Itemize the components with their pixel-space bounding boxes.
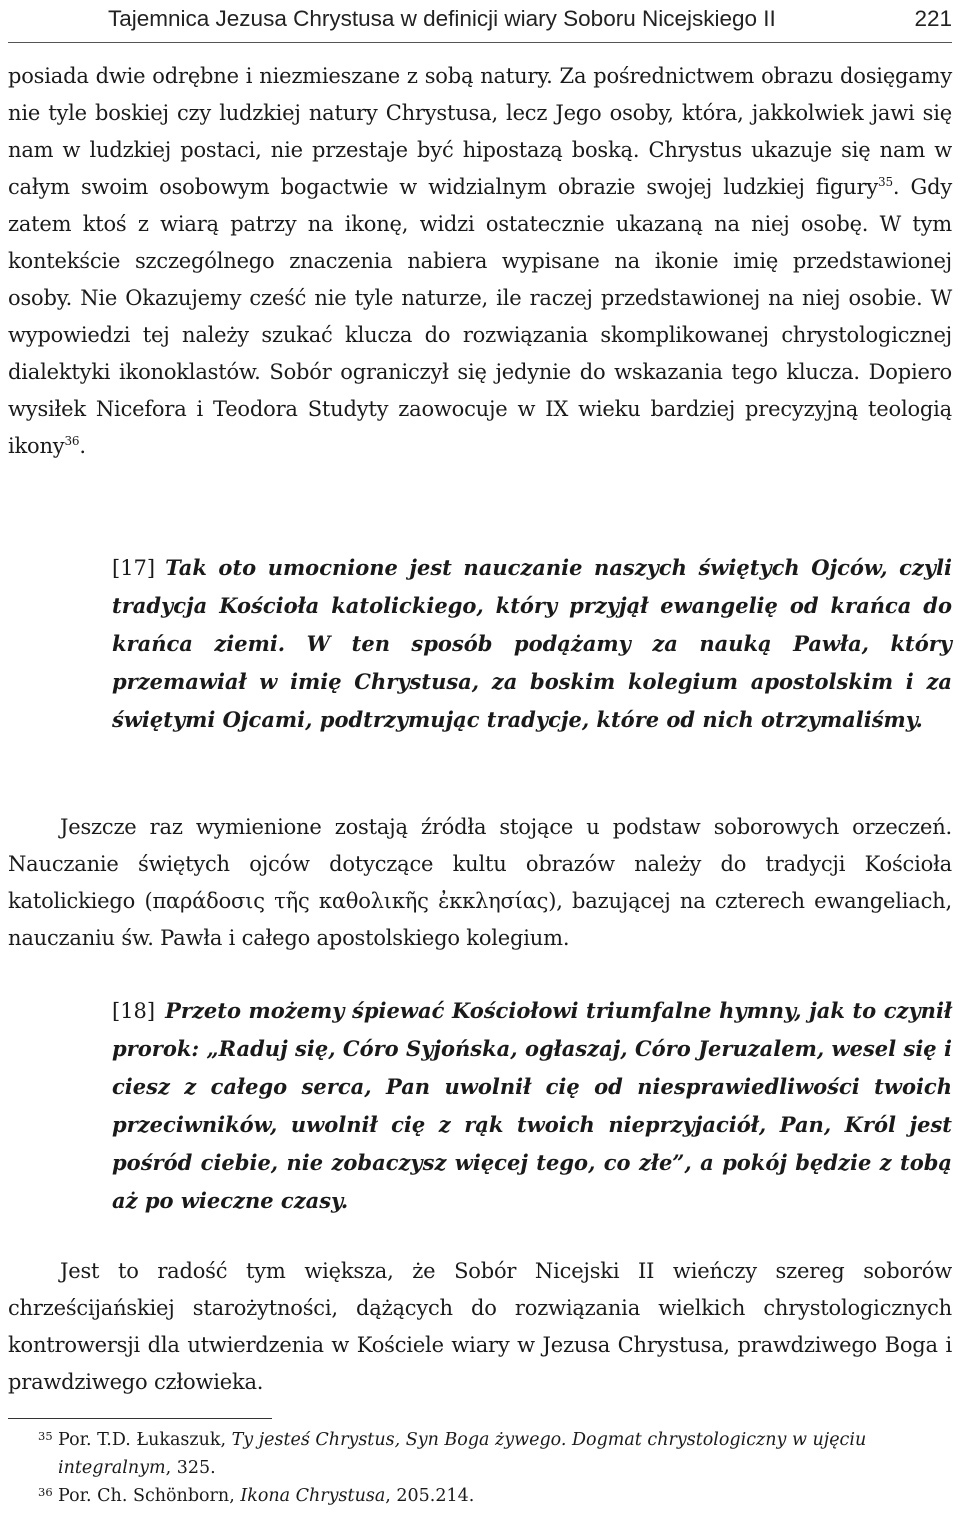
quote-17-text: Tak oto umocnione jest nauczanie naszych świętych Ojców, czyli tradycja Kościoła katolickiego, który przyjął ewangelię od krańca do krańca ziemi. W ten sposób podążamy za nauką Pawła, który przemawiał w imię Chrystusa, za boskim kolegium apostolskim i za świętymi Ojcami, podtrzymując tradycje, które od nich otrzymaliśmy. bbox=[112, 555, 952, 732]
footnote-number: 35 bbox=[38, 1429, 53, 1443]
header-rule bbox=[8, 42, 952, 43]
running-header bbox=[0, 0, 960, 46]
paragraph-1-text-a: posiada dwie odrębne i niezmieszane z sobą natury. Za pośrednictwem obrazu dosięgamy nie tyle boskiej czy ludzkiej natury Chrystusa, lecz Jego osoby, która, jakkolwiek jawi się nam w ludzkiej postaci, nie przestaje być hipostazą boską. Chrystus ukazuje się nam w całym swoim osobowym bogactwie w widzialnym obrazie swojej ludzkiej figury bbox=[8, 64, 952, 199]
footnote-ref-35[interactable]: 35 bbox=[878, 175, 893, 189]
quote-18-text: Przeto możemy śpiewać Kościołowi triumfalne hymny, jak to czynił prorok: „Raduj się, Córo Syjońska, ogłaszaj, Córo Jeruzalem, wesel się i ciesz z całego serca, Pan uwolnił cię od niesprawiedliwości twoich przeciwników, uwolnił cię z rąk twoich nieprzyjaciół, Pan, Król jest pośród ciebie, nie zobaczysz więcej tego, co złe”, a pokój będzie z tobą aż po wieczne czasy. bbox=[112, 998, 952, 1213]
paragraph-3 bbox=[8, 1253, 952, 1401]
footnote-ref-36[interactable]: 36 bbox=[64, 434, 80, 448]
quote-18 bbox=[112, 992, 952, 1220]
footnote-prefix: Por. T.D. Łukaszuk, bbox=[58, 1430, 232, 1450]
page-number: 221 bbox=[914, 6, 952, 31]
footnote-prefix: Por. Ch. Schönborn, bbox=[58, 1486, 241, 1506]
quote-17-number: [17] bbox=[112, 556, 156, 580]
footnote-36 bbox=[8, 1482, 952, 1510]
paragraph-3-text: Jest to radość tym większa, że Sobór Nicejski II wieńczy szereg soborów chrześcijańskiej starożytności, dążących do rozwiązania wielkich chrystologicznych kontrowersji dla utwierdzenia w Kościele wiary w Jezusa Chrystusa, prawdziwego Boga i prawdziwego człowieka. bbox=[8, 1259, 952, 1394]
paragraph-2 bbox=[8, 809, 952, 957]
running-header-title: Tajemnica Jezusa Chrystusa w definicji wiary Soboru Nicejskiego II bbox=[108, 6, 776, 31]
paragraph-1 bbox=[8, 58, 952, 465]
footnote-rule bbox=[8, 1418, 272, 1419]
footnotes bbox=[8, 1426, 952, 1510]
footnote-title: Ikona Chrystusa bbox=[240, 1486, 386, 1506]
paragraph-2-text-a: Jeszcze raz wymienione zostają źródła stojące u podstaw soborowych orzeczeń. Nauczanie świętych ojców dotyczące kultu obrazów należy do tradycji Kościoła katolickiego ( bbox=[8, 815, 952, 913]
footnote-suffix: , 205.214. bbox=[385, 1486, 475, 1506]
footnote-title: Ty jesteś Chrystus, Syn Boga żywego. Dogmat chrystologiczny w ujęciu integralnym bbox=[58, 1430, 867, 1478]
paragraph-1-text-b: . Gdy zatem ktoś z wiarą patrzy na ikonę, widzi ostatecznie ukazaną na niej osobę. W tym kontekście szczególnego znaczenia nabiera wypisane na ikonie imię przedstawionej osoby. Nie Okazujemy cześć nie tyle naturze, ile raczej przedstawionej na niej osobie. W wypowiedzi tej należy szukać klucza do rozwiązania skomplikowanej chrystologicznej dialektyki ikonoklastów. Sobór ograniczył się jedynie do wskazania tego klucza. Dopiero wysiłek Nicefora i Teodora Studyty zaowocuje w IX wieku bardziej precyzyjną teologią ikony bbox=[8, 175, 952, 458]
paragraph-1-text-c: . bbox=[79, 434, 86, 458]
quote-18-number: [18] bbox=[112, 999, 156, 1023]
footnote-number: 36 bbox=[38, 1485, 53, 1499]
greek-phrase: παράδοσις τῆς καθολικῆς ἐκκλησίας bbox=[152, 889, 549, 913]
quote-17 bbox=[112, 549, 952, 739]
paragraph-2-text-b: ), bazującej na czterech ewangeliach, nauczaniu św. Pawła i całego apostolskiego kolegium. bbox=[8, 889, 952, 950]
footnote-35 bbox=[8, 1426, 952, 1482]
footnote-suffix: , 325. bbox=[165, 1458, 216, 1478]
